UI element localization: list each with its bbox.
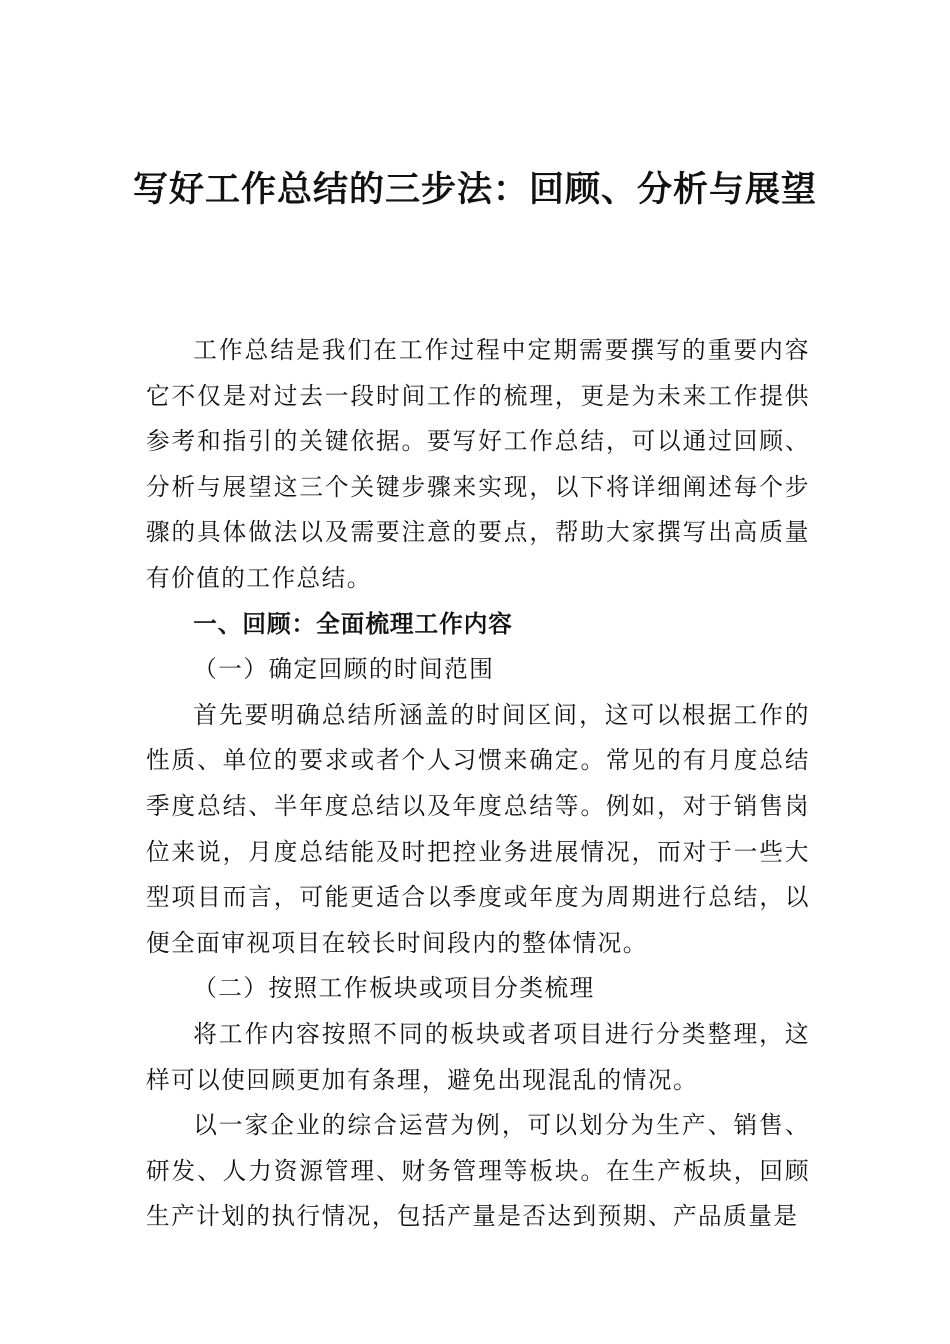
document-title: 写好工作总结的三步法：回顾、分析与展望 <box>132 169 817 210</box>
section-heading-review: 一、回顾：全面梳理工作内容 <box>193 609 513 638</box>
subsection-heading-time-range: （一）确定回顾的时间范围 <box>193 655 495 684</box>
document-body <box>146 328 810 1240</box>
subsection-heading-categorize: （二）按照工作板块或项目分类梳理 <box>193 974 595 1003</box>
example-paragraph: 以一家企业的综合运营为例，可以划分为生产、销售、研发、人力资源管理、财务管理等板块。在生产板块，回顾生产计划的执行情况，包括产量是否达到预期、产品质量是 <box>146 1111 810 1231</box>
categorize-paragraph: 将工作内容按照不同的板块或者项目进行分类整理，这样可以使回顾更加有条理，避免出现混乱的情况。 <box>146 1019 810 1094</box>
intro-paragraph: 工作总结是我们在工作过程中定期需要撰写的重要内容它不仅是对过去一段时间工作的梳理，更是为未来工作提供参考和指引的关键依据。要写好工作总结，可以通过回顾、分析与展望这三个关键步骤来实现，以下将详细阐述每个步骤的具体做法以及需要注意的要点，帮助大家撰写出高质量有价值的工作总结。 <box>146 336 810 592</box>
time-range-paragraph: 首先要明确总结所涵盖的时间区间，这可以根据工作的性质、单位的要求或者个人习惯来确定。常见的有月度总结季度总结、半年度总结以及年度总结等。例如，对于销售岗位来说，月度总结能及时把控业务进展情况，而对于一些大型项目而言，可能更适合以季度或年度为周期进行总结，以便全面审视项目在较长时间段内的整体情况。 <box>146 700 810 957</box>
